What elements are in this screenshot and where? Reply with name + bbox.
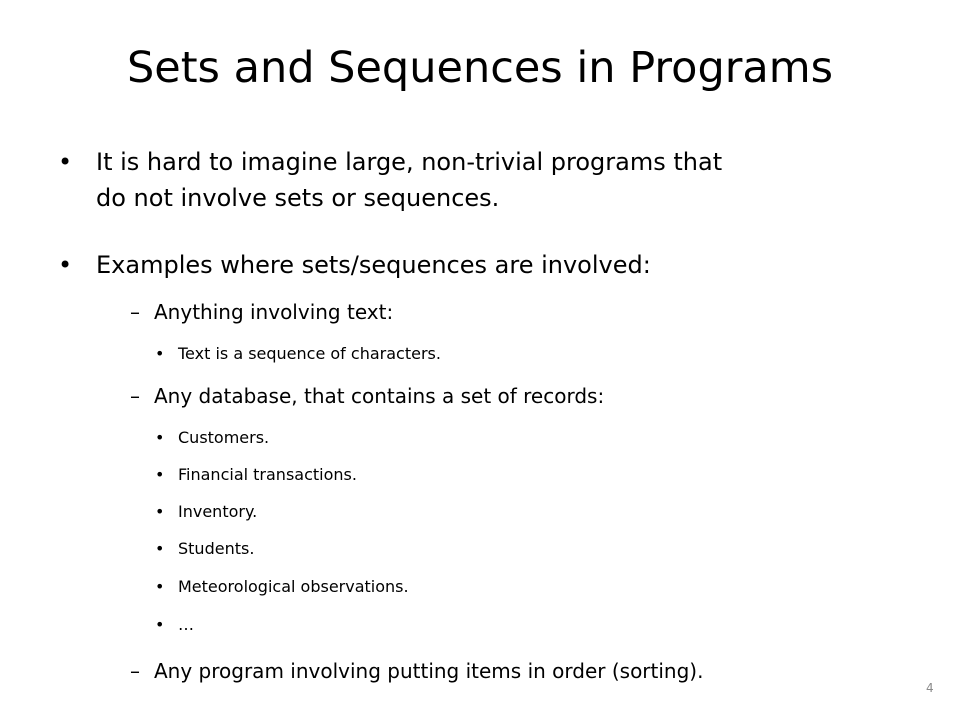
slide-title: Sets and Sequences in Programs bbox=[126, 43, 834, 93]
bullet-marker: • bbox=[155, 502, 165, 521]
sub-sub-bullet-text: Customers. bbox=[178, 428, 270, 447]
bullet-marker: • bbox=[155, 539, 165, 558]
bullet-marker: • bbox=[155, 615, 165, 634]
bullet-marker: • bbox=[155, 428, 165, 447]
bullet-text: do not involve sets or sequences. bbox=[96, 184, 500, 212]
bullet-marker: • bbox=[58, 148, 73, 176]
sub-sub-bullet-text: Students. bbox=[178, 539, 255, 558]
sub-bullet-text: Any program involving putting items in order (sorting). bbox=[154, 659, 704, 683]
dash-marker: – bbox=[130, 384, 140, 408]
bullet-marker: • bbox=[155, 344, 165, 363]
dash-marker: – bbox=[130, 659, 140, 683]
bullet-marker: • bbox=[58, 251, 73, 279]
sub-sub-bullet-text: Financial transactions. bbox=[178, 465, 357, 484]
sub-sub-bullet-text: … bbox=[178, 615, 194, 634]
bullet-text: It is hard to imagine large, non-trivial programs that bbox=[96, 148, 723, 176]
sub-bullet-text: Anything involving text: bbox=[154, 300, 394, 324]
dash-marker: – bbox=[130, 300, 140, 324]
bullet-marker: • bbox=[155, 577, 165, 596]
sub-sub-bullet-text: Text is a sequence of characters. bbox=[178, 344, 441, 363]
sub-sub-bullet-text: Inventory. bbox=[178, 502, 258, 521]
bullet-text: Examples where sets/sequences are involved: bbox=[96, 251, 651, 279]
sub-bullet-text: Any database, that contains a set of records: bbox=[154, 384, 605, 408]
bullet-marker: • bbox=[155, 465, 165, 484]
sub-sub-bullet-text: Meteorological observations. bbox=[178, 577, 409, 596]
page-number: 4 bbox=[926, 681, 934, 695]
